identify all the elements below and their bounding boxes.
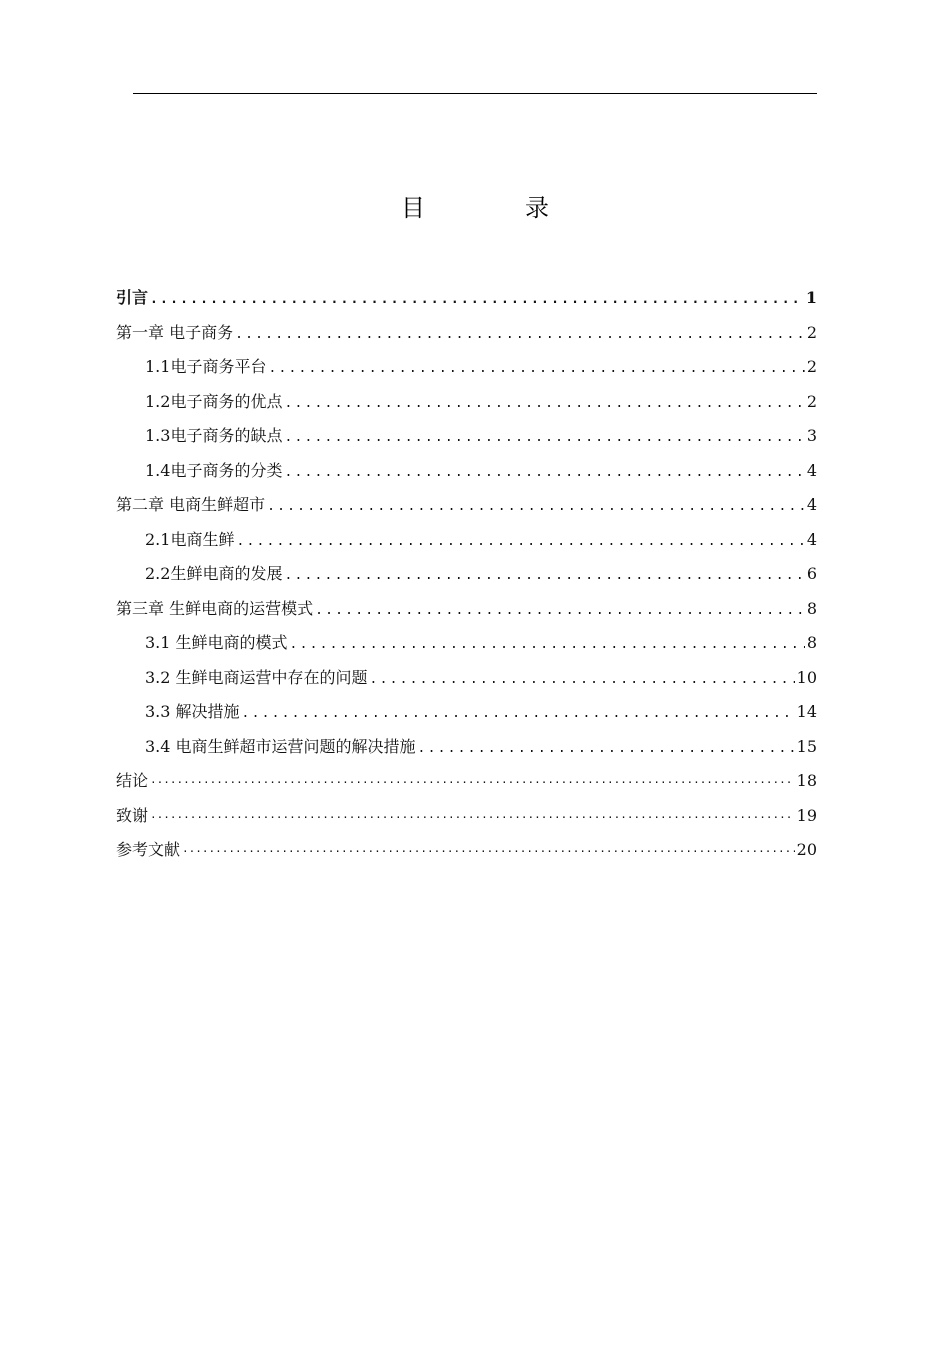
toc-entry-page: 3 <box>806 426 817 445</box>
toc-entry[interactable] <box>116 730 817 765</box>
dot-leader <box>236 525 804 560</box>
dot-leader <box>418 732 795 767</box>
dot-leader <box>267 490 805 525</box>
toc-entry-page: 2 <box>806 357 817 376</box>
toc-entry-page: 6 <box>806 564 817 583</box>
toc-entry-label: 第三章 生鲜电商的运营模式 <box>116 598 314 618</box>
dot-leader <box>284 559 804 594</box>
dot-leader <box>290 628 805 663</box>
dot-leader <box>315 594 805 629</box>
dot-leader <box>150 801 795 836</box>
dot-leader <box>284 456 804 491</box>
toc-entry-label: 1.4电子商务的分类 <box>145 460 283 480</box>
toc-entry-page: 2 <box>806 322 817 342</box>
toc-entry-page: 20 <box>796 840 817 859</box>
toc-entry[interactable] <box>116 661 817 696</box>
toc-entry-label: 结论 <box>116 771 149 790</box>
toc-entry-label: 1.2电子商务的优点 <box>145 391 283 411</box>
toc-entry[interactable] <box>116 454 817 489</box>
toc-entry[interactable] <box>116 833 817 868</box>
toc-entry[interactable] <box>116 350 817 385</box>
dot-leader <box>150 766 795 801</box>
toc-entry-label: 第一章 电子商务 <box>116 322 234 342</box>
toc-entry-label: 第二章 电商生鲜超市 <box>116 495 266 514</box>
toc-entry-page: 10 <box>796 667 817 687</box>
toc-entry[interactable] <box>116 385 817 420</box>
toc-entry[interactable] <box>116 419 817 454</box>
toc-entry-page: 2 <box>806 391 817 411</box>
toc-entry[interactable] <box>116 799 817 834</box>
toc-entry-label: 3.2 生鲜电商运营中存在的问题 <box>145 667 368 687</box>
toc-entry-page: 4 <box>806 529 817 549</box>
toc-entry-page: 4 <box>806 460 817 480</box>
toc-entry-label: 2.2生鲜电商的发展 <box>145 564 283 583</box>
toc-title: 目 录 <box>401 194 587 222</box>
toc-entry-label: 2.1电商生鲜 <box>145 529 235 549</box>
toc-entry[interactable] <box>116 764 817 799</box>
toc-entry-label: 3.4 电商生鲜超市运营问题的解决措施 <box>145 736 416 756</box>
dot-leader <box>235 318 805 353</box>
dot-leader <box>242 697 795 732</box>
toc-entry[interactable] <box>116 695 817 730</box>
toc-entry-label: 1.3电子商务的缺点 <box>145 426 283 445</box>
toc-entry-label: 1.1电子商务平台 <box>145 357 267 376</box>
toc-entry[interactable] <box>116 626 817 661</box>
toc-entry-page: 8 <box>806 633 817 652</box>
toc-entry-page: 4 <box>806 495 817 514</box>
toc-entry[interactable] <box>116 592 817 627</box>
dot-leader <box>150 283 804 318</box>
toc-entry-page: 14 <box>796 702 817 721</box>
toc-entry[interactable] <box>116 316 817 351</box>
toc-entry-page: 18 <box>796 771 817 790</box>
dot-leader <box>370 663 795 698</box>
toc-entry-label: 3.1 生鲜电商的模式 <box>145 633 288 652</box>
dot-leader <box>182 835 795 870</box>
table-of-contents <box>116 281 817 868</box>
dot-leader <box>284 387 804 422</box>
toc-entry-page: 19 <box>796 805 817 825</box>
dot-leader <box>284 421 804 456</box>
dot-leader <box>268 352 804 387</box>
toc-entry-page: 15 <box>796 736 817 756</box>
toc-entry[interactable] <box>116 488 817 523</box>
toc-entry-label: 致谢 <box>116 805 149 825</box>
toc-entry-label: 引言 <box>116 288 149 307</box>
header-rule <box>133 93 817 94</box>
toc-entry[interactable] <box>116 557 817 592</box>
toc-entry[interactable] <box>116 281 817 316</box>
toc-entry-label: 参考文献 <box>116 840 181 859</box>
toc-entry-label: 3.3 解决措施 <box>145 702 240 721</box>
toc-entry-page: 8 <box>806 598 817 618</box>
toc-entry[interactable] <box>116 523 817 558</box>
toc-entry-page: 1 <box>805 288 817 307</box>
